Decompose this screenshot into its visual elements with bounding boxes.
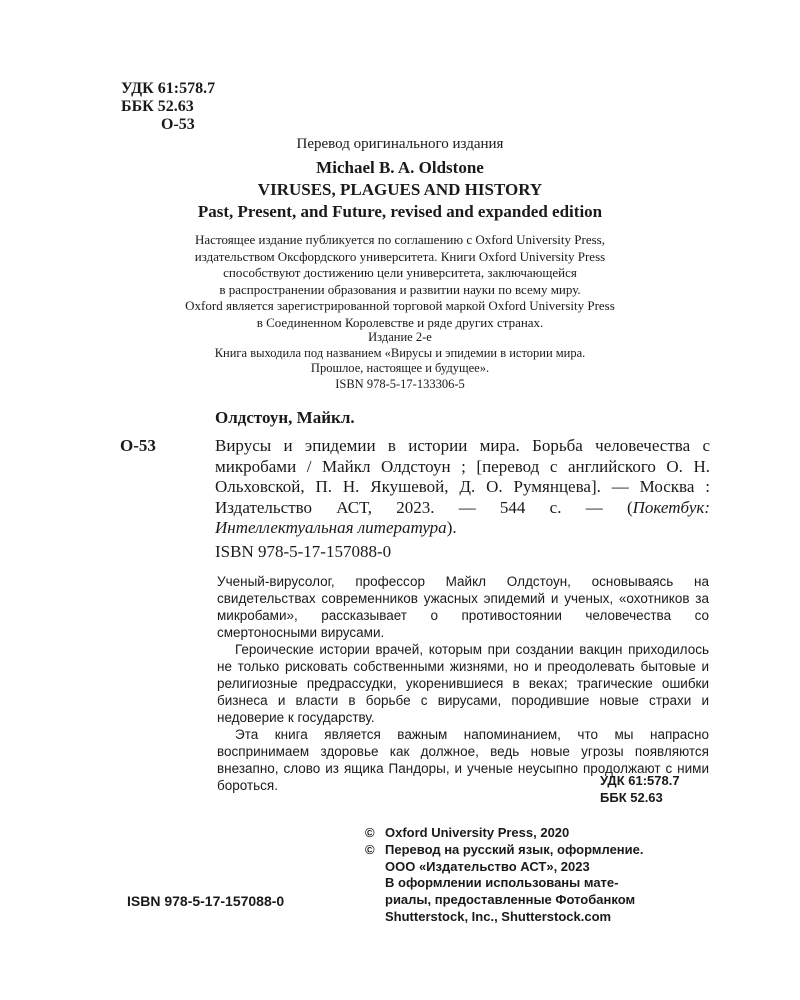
bbk-code: ББК 52.63 [600,790,663,805]
udk-code: УДК 61:578.7 [121,80,216,97]
rights-line: в Соединенном Королевстве и ряде других странах. [256,314,544,330]
bbk-code: ББК 52.63 [121,98,194,115]
copyright-symbol: © [365,825,375,840]
previous-title-line: Прошлое, настоящее и будущее». [310,361,490,375]
record-description [215,436,710,539]
rights-line: способствуют достижению цели университета, заключающейся [223,265,577,280]
classification-block-top [121,80,215,134]
rights-notice [110,232,690,331]
annotation-paragraph: Героические истории врачей, которым при создании вакцин приходилось не только рисковать собственными жизнями, но и преодолевать бытовые и религиозные предрассудки, укоренившиеся в веках; трагические ошибки бизнеса и власти в борьбе с вирусами, породившие новые страхи и недоверие к государству. [217,642,709,725]
annotation-paragraph: Ученый-вирусолог, профессор Майкл Олдстоун, основываясь на свидетельствах современников ужасных эпидемий и ученых, «охотников за микробами», рассказывает о противостоянии человечества со смертоносными вирусами. [217,574,709,640]
annotation-paragraph: Эта книга является важным напоминанием, что мы напрасно воспринимаем здоровье как должное, ведь новые угрозы появляются внезапно, слово из ящика Пандоры, и ученые неусыпно продолжают с ними бороться. [217,727,709,793]
rights-line: Oxford является зарегистрированной торговой маркой Oxford University Press [185,298,615,313]
original-subtitle: Past, Present, and Future, revised and expanded edition [197,202,603,221]
previous-isbn: ISBN 978-5-17-133306-5 [335,376,465,391]
series-title: Покетбук: Интеллектуальная литература [215,497,710,537]
rights-line: Настоящее издание публикуется по соглашению с Oxford University Press, [195,232,605,247]
record-main-text: Вирусы и эпидемии в истории мира. Борьба человечества с микробами / Майкл Олдстоун ; [перевод с английского О. Н. Ольховской, П. Н. Якушевой, Д. О. Румянцева]. — Москва : Издательство АСТ, 2023. — 544 с. — ( [215,436,710,517]
previous-title-line: Книга выходила под названием «Вирусы и эпидемии в истории мира. [214,345,586,360]
original-author: Michael B. A. Oldstone [316,158,484,177]
original-edition-block [120,135,680,223]
author-mark: О-53 [161,116,195,133]
copyright-symbol: © [365,841,375,857]
record-isbn: ISBN 978-5-17-157088-0 [215,542,392,561]
udk-code: УДК 61:578.7 [600,773,680,788]
copyright-item [365,825,715,842]
annotation [217,573,709,794]
edition-number: Издание 2-е [368,330,432,344]
rights-line: издательством Оксфордского университета. Книги Oxford University Press [194,248,606,264]
isbn-bottom: ISBN 978-5-17-157088-0 [127,893,285,909]
record-heading: Олдстоун, Майкл. [215,408,355,427]
copyright-line: Перевод на русский язык, оформление. [385,841,644,857]
record-end: ). [446,518,457,537]
original-edition-label: Перевод оригинального издания [296,136,504,152]
copyright-line: Oxford University Press, 2020 [385,825,570,840]
copyright-item [365,842,715,926]
classification-block-bottom [600,772,680,806]
record-author-mark: О-53 [120,436,156,455]
rights-line: в распространении образования и развитии науки по всему миру. [219,281,581,297]
copyright-block [365,825,715,926]
edition-info [140,330,660,392]
copyright-line: ООО «Издательство АСТ», 2023 [385,858,590,874]
original-title: VIRUSES, PLAGUES AND HISTORY [257,180,543,199]
copyright-line: риалы, предоставленные Фотобанком [385,892,636,908]
copyright-line: В оформлении использованы мате- [385,875,619,891]
copyright-line: Shutterstock, Inc., Shutterstock.com [385,908,612,924]
